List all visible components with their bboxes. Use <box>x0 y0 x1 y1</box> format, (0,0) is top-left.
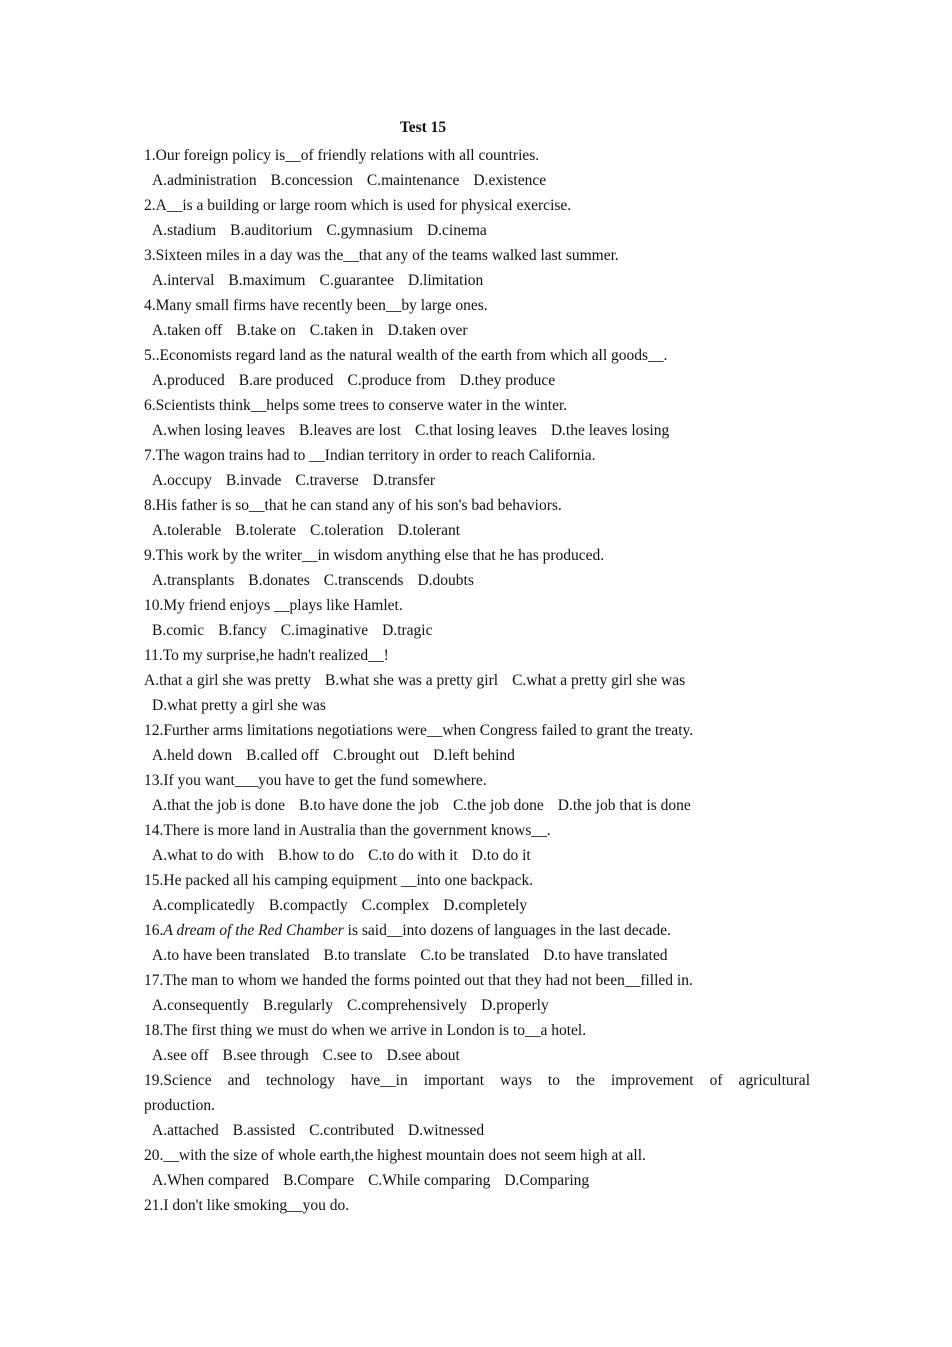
book-title: A dream of the Red Chamber <box>163 922 344 939</box>
option: A.what to do with <box>152 847 264 864</box>
question-stem <box>144 918 810 943</box>
question-stem: 7.The wagon trains had to __Indian territory in order to reach California. <box>144 447 596 464</box>
question-stem: 8.His father is so__that he can stand any of his son's bad behaviors. <box>144 497 562 514</box>
question-number: 16. <box>144 922 164 939</box>
option: D.completely <box>443 897 528 914</box>
option: D.taken over <box>387 322 468 339</box>
answer-options <box>144 893 810 918</box>
question-stem: 9.This work by the writer__in wisdom anything else that he has produced. <box>144 547 605 564</box>
answer-options <box>144 168 810 193</box>
option: C.that losing leaves <box>415 422 537 439</box>
option: C.taken in <box>309 322 374 339</box>
option: B.called off <box>246 747 319 764</box>
option: A.tolerable <box>152 522 222 539</box>
answer-options <box>144 618 810 643</box>
answer-options <box>144 993 810 1018</box>
option: C.maintenance <box>366 172 460 189</box>
option: B.maximum <box>228 272 306 289</box>
option: D.the leaves losing <box>550 422 670 439</box>
option: A.when losing leaves <box>152 422 286 439</box>
option: B.are produced <box>238 372 334 389</box>
option: B.concession <box>270 172 353 189</box>
answer-options <box>144 668 810 693</box>
option: B.to translate <box>323 947 407 964</box>
option: C.see to <box>322 1047 373 1064</box>
option: A.to have been translated <box>152 947 310 964</box>
answer-options <box>144 368 810 393</box>
option: D.properly <box>481 997 549 1014</box>
page-title: Test 15 <box>399 119 447 136</box>
question-list <box>144 143 810 1218</box>
option: B.auditorium <box>230 222 313 239</box>
answer-options <box>144 843 810 868</box>
option: D.limitation <box>407 272 484 289</box>
option: C.traverse <box>295 472 359 489</box>
option: D.they produce <box>459 372 556 389</box>
option: B.fancy <box>218 622 267 639</box>
option: B.compactly <box>268 897 348 914</box>
answer-options <box>144 468 810 493</box>
option: C.While comparing <box>368 1172 491 1189</box>
answer-options <box>144 218 810 243</box>
option: D.existence <box>473 172 547 189</box>
option: B.how to do <box>277 847 355 864</box>
option: A.complicatedly <box>152 897 255 914</box>
question-stem: 10.My friend enjoys __plays like Hamlet. <box>144 597 403 614</box>
question-stem: 17.The man to whom we handed the forms pointed out that they had not been__filled in. <box>144 972 693 989</box>
option: D.to have translated <box>543 947 668 964</box>
question-text: is said__into dozens of languages in the last decade. <box>343 922 671 939</box>
answer-options <box>144 518 810 543</box>
answer-options <box>144 943 810 968</box>
option: C.complex <box>361 897 430 914</box>
option: A.produced <box>152 372 225 389</box>
option: B.see through <box>222 1047 309 1064</box>
option: C.to do with it <box>368 847 458 864</box>
question-stem: 15.He packed all his camping equipment __into one backpack. <box>144 872 534 889</box>
option: A.When compared <box>152 1172 270 1189</box>
question-stem: 18.The first thing we must do when we arrive in London is to__a hotel. <box>144 1022 587 1039</box>
option: A.see off <box>152 1047 209 1064</box>
option: B.take on <box>236 322 296 339</box>
option: A.interval <box>152 272 215 289</box>
option: D.Comparing <box>504 1172 590 1189</box>
question-stem: 21.I don't like smoking__you do. <box>144 1197 350 1214</box>
option: A.that a girl she was pretty <box>144 672 312 689</box>
option: A.held down <box>152 747 233 764</box>
answer-options-continued <box>144 693 810 718</box>
question-stem: 6.Scientists think__helps some trees to conserve water in the winter. <box>144 397 568 414</box>
option: C.transcends <box>323 572 404 589</box>
option: A.stadium <box>152 222 217 239</box>
answer-options <box>144 318 810 343</box>
question-stem: 3.Sixteen miles in a day was the__that any of the teams walked last summer. <box>144 247 619 264</box>
option: B.assisted <box>232 1122 296 1139</box>
question-stem: 19.Science and technology have__in important ways to the improvement of agricultural <box>144 1072 810 1089</box>
option: D.cinema <box>426 222 487 239</box>
answer-options <box>144 568 810 593</box>
question-stem: 13.If you want___you have to get the fund somewhere. <box>144 772 487 789</box>
answer-options <box>144 1118 810 1143</box>
answer-options <box>144 743 810 768</box>
option: C.produce from <box>347 372 446 389</box>
option: B.comic <box>152 622 205 639</box>
answer-options <box>144 268 810 293</box>
option: D.what pretty a girl she was <box>152 697 326 714</box>
option: B.tolerate <box>235 522 296 539</box>
option: D.left behind <box>433 747 515 764</box>
answer-options <box>144 793 810 818</box>
question-stem-continued: production. <box>144 1097 216 1114</box>
option: D.to do it <box>471 847 531 864</box>
option: D.the job that is done <box>557 797 691 814</box>
option: C.brought out <box>332 747 420 764</box>
option: B.donates <box>248 572 310 589</box>
option: D.doubts <box>417 572 474 589</box>
option: D.tragic <box>382 622 433 639</box>
answer-options <box>144 1043 810 1068</box>
option: B.invade <box>225 472 282 489</box>
question-stem: 5..Economists regard land as the natural wealth of the earth from which all goods__. <box>144 347 668 364</box>
option: C.guarantee <box>319 272 394 289</box>
option: A.taken off <box>152 322 223 339</box>
option: C.the job done <box>452 797 544 814</box>
option: B.what she was a pretty girl <box>325 672 499 689</box>
option: D.tolerant <box>397 522 461 539</box>
question-stem: 1.Our foreign policy is__of friendly relations with all countries. <box>144 147 540 164</box>
option: B.Compare <box>283 1172 355 1189</box>
option: B.leaves are lost <box>299 422 402 439</box>
option: D.transfer <box>372 472 436 489</box>
option: A.administration <box>152 172 257 189</box>
question-stem: 12.Further arms limitations negotiations were__when Congress failed to grant the treaty. <box>144 722 694 739</box>
option: A.occupy <box>152 472 212 489</box>
answer-options <box>144 1168 810 1193</box>
option: C.contributed <box>309 1122 394 1139</box>
question-stem: 11.To my surprise,he hadn't realized__! <box>144 647 389 664</box>
option: B.to have done the job <box>299 797 439 814</box>
option: C.what a pretty girl she was <box>512 672 686 689</box>
option: A.attached <box>152 1122 219 1139</box>
option: C.imaginative <box>280 622 369 639</box>
question-stem: 2.A__is a building or large room which is used for physical exercise. <box>144 197 572 214</box>
option: C.gymnasium <box>326 222 413 239</box>
option: C.toleration <box>309 522 384 539</box>
option: A.consequently <box>152 997 249 1014</box>
option: D.witnessed <box>407 1122 485 1139</box>
question-stem: 20.__with the size of whole earth,the highest mountain does not seem high at all. <box>144 1147 646 1164</box>
option: C.comprehensively <box>347 997 468 1014</box>
option: C.to be translated <box>420 947 530 964</box>
option: A.that the job is done <box>152 797 286 814</box>
option: D.see about <box>386 1047 460 1064</box>
question-stem: 14.There is more land in Australia than the government knows__. <box>144 822 551 839</box>
option: A.transplants <box>152 572 235 589</box>
option: B.regularly <box>262 997 334 1014</box>
question-stem: 4.Many small firms have recently been__by large ones. <box>144 297 488 314</box>
answer-options <box>144 418 810 443</box>
